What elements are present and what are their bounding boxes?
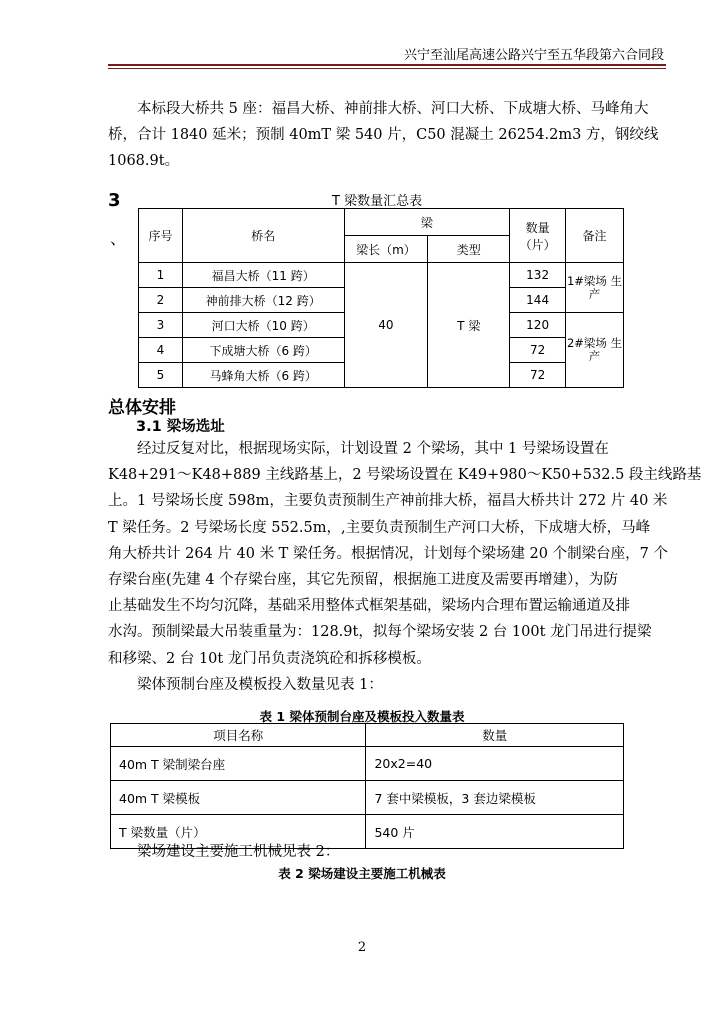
prefab-pedestal-formwork-table <box>110 723 624 849</box>
header-type: 类型 <box>428 236 510 263</box>
cell-name: 福昌大桥（11 跨） <box>182 263 344 288</box>
body-line: 水沟。预制梁最大吊装重量为：128.9t，拟每个梁场安装 2 台 100t 龙门吊进行提梁 <box>108 624 652 641</box>
section-title: 总体安排 <box>108 398 176 418</box>
table3-caption: 表 2 梁场建设主要施工机械表 <box>278 866 446 881</box>
page-number: 2 <box>357 940 367 955</box>
header-name: 桥名 <box>182 209 344 263</box>
table1-caption: T 梁数量汇总表 <box>332 194 423 209</box>
cell-item: 40m T 梁模板 <box>111 781 366 815</box>
cell-type: T 梁 <box>428 263 510 388</box>
subsection-title: 3.1 梁场选址 <box>136 419 225 435</box>
body-line: 存梁台座(先建 4 个存梁台座，其它先预留，根据施工进度及需要再增建），为防 <box>108 572 618 589</box>
cell-qty: 540 片 <box>366 815 624 849</box>
header-qty-line1: 数量 <box>525 220 550 235</box>
note-line: 1#梁场 生 <box>566 273 623 288</box>
cell-no: 4 <box>139 338 183 363</box>
cell-item: T 梁数量（片） <box>111 815 366 849</box>
header-qty: 数量 <box>366 724 624 747</box>
body-line: T 梁任务。2 号梁场长度 552.5m，,主要负责预制生产河口大桥，下成塘大桥，马峰 <box>108 519 651 536</box>
cell-qty: 132 <box>510 263 566 288</box>
cell-no: 2 <box>139 288 183 313</box>
page-header-title: 兴宁至汕尾高速公路兴宁至五华段第六合同段 <box>403 48 664 63</box>
header-rule-thin <box>108 68 666 69</box>
header-beam-length: 梁长（m） <box>344 236 428 263</box>
table-row <box>139 263 624 288</box>
header-rule <box>108 64 666 66</box>
cell-no: 1 <box>139 263 183 288</box>
section-number-mark: 、 <box>110 229 127 248</box>
cell-name: 马蜂角大桥（6 跨） <box>182 363 344 388</box>
note-line: 产 <box>588 349 601 363</box>
cell-qty: 144 <box>510 288 566 313</box>
cell-qty: 72 <box>510 338 566 363</box>
table-row <box>111 781 624 815</box>
body-line: 角大桥共计 264 片 40 米 T 梁任务。根据情况，计划每个梁场建 20 个制梁台座，7 个 <box>108 545 668 562</box>
cell-item: 40m T 梁制梁台座 <box>111 747 366 781</box>
t-beam-summary-table <box>138 208 624 388</box>
header-item: 项目名称 <box>111 724 366 747</box>
note-line: 2#梁场 生 <box>566 336 623 350</box>
cell-name: 下成塘大桥（6 跨） <box>182 338 344 363</box>
cell-no: 3 <box>139 313 183 338</box>
cell-qty: 7 套中梁模板，3 套边梁模板 <box>366 781 624 815</box>
cell-qty: 120 <box>510 313 566 338</box>
header-qty-line2: （片） <box>519 237 556 252</box>
intro-line: 本标段大桥共 5 座：福昌大桥、神前排大桥、河口大桥、下成塘大桥、马峰角大 <box>137 101 649 117</box>
cell-name: 神前排大桥（12 跨） <box>182 288 344 313</box>
section-number: 3 <box>108 190 121 211</box>
body-line: 止基础发生不均匀沉降，基础采用整体式框架基础，梁场内合理布置运输通道及排 <box>108 598 630 615</box>
body-line: 经过反复对比，根据现场实际，计划设置 2 个梁场，其中 1 号梁场设置在 <box>137 441 609 457</box>
cell-note-yard1 <box>566 263 624 313</box>
cell-beam-length: 40 <box>344 263 428 388</box>
cell-no: 5 <box>139 363 183 388</box>
header-no: 序号 <box>139 209 183 263</box>
body-line: K48+291～K48+889 主线路基上，2 号梁场设置在 K49+980～K50+532.5 段主线路基 <box>108 467 702 484</box>
after-table2-text: 梁场建设主要施工机械见表 2： <box>137 844 340 860</box>
table-row <box>111 747 624 781</box>
header-beam: 梁 <box>344 209 510 236</box>
cell-qty: 20x2=40 <box>366 747 624 781</box>
intro-line: 桥，合计 1840 延米；预制 40mT 梁 540 片，C50 混凝土 26254.2m3 方，钢绞线 <box>108 127 659 143</box>
cell-qty: 72 <box>510 363 566 388</box>
body-paragraph <box>108 436 702 698</box>
cell-name: 河口大桥（10 跨） <box>182 313 344 338</box>
body-line: 和移梁、2 台 10t 龙门吊负责浇筑砼和拆移模板。 <box>108 650 431 667</box>
body-line: 上。1 号梁场长度 598m，主要负责预制生产神前排大桥，福昌大桥共计 272 片 40 米 <box>108 493 668 510</box>
note-line: 产 <box>588 286 601 301</box>
header-qty <box>510 209 566 263</box>
intro-line: 1068.9t。 <box>108 153 180 169</box>
body-line: 梁体预制台座及模板投入数量见表 1： <box>137 676 383 693</box>
header-note: 备注 <box>566 209 624 263</box>
table2-caption: 表 1 梁体预制台座及模板投入数量表 <box>259 709 465 724</box>
intro-paragraph <box>108 96 659 174</box>
cell-note-yard2 <box>566 313 624 388</box>
